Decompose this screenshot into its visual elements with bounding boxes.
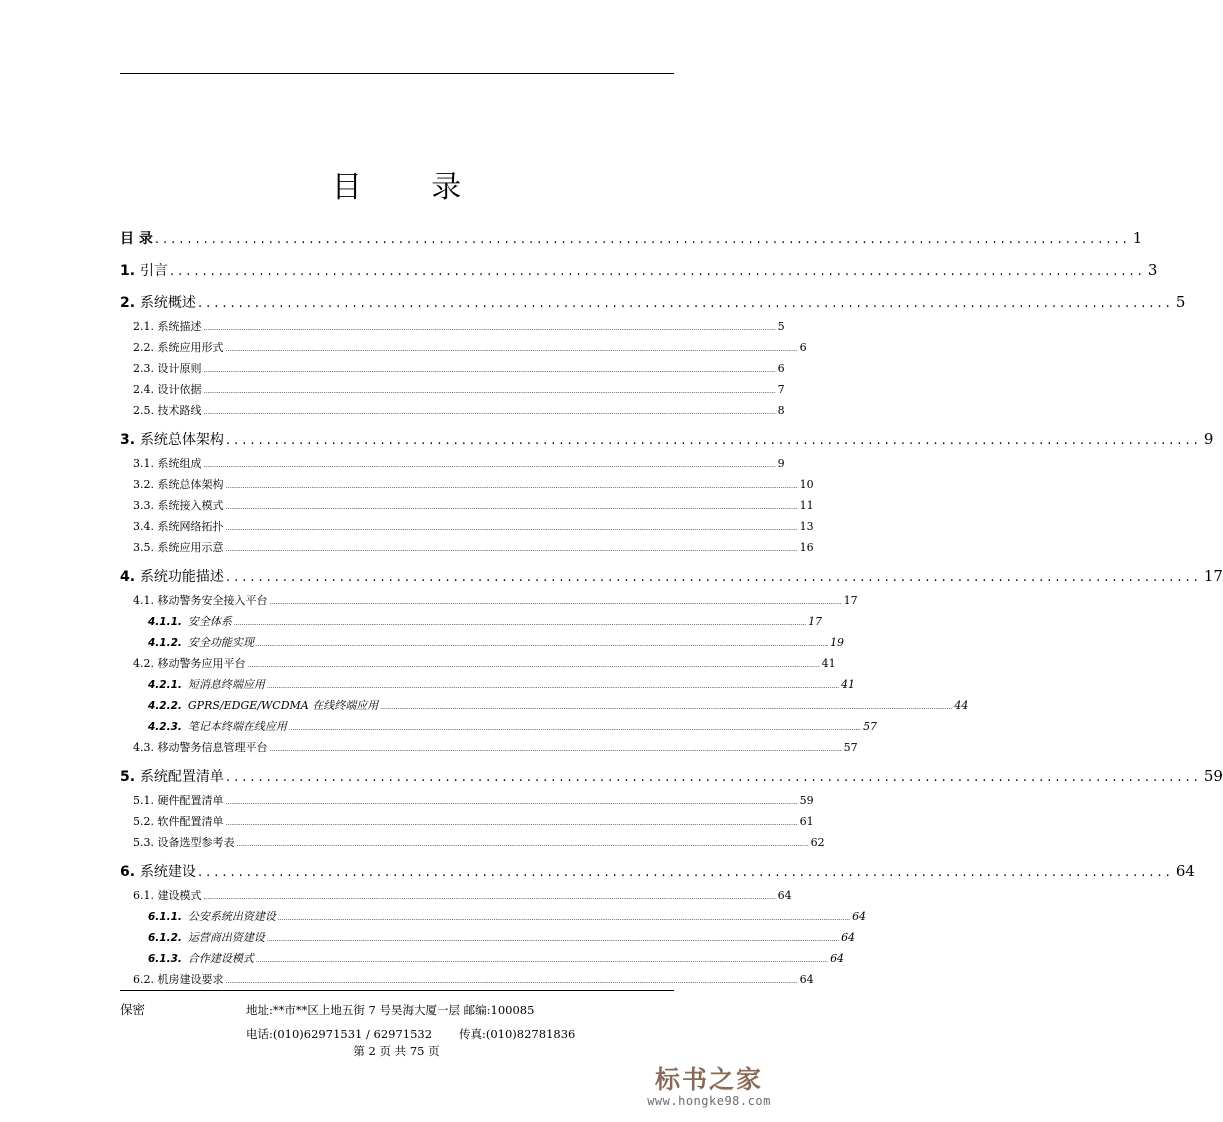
toc-entry-label	[148, 632, 254, 654]
toc-entry[interactable]	[120, 737, 858, 758]
toc-leader-dots: ............................................................................................................................................................................................................................................................................................................	[225, 820, 798, 827]
toc-entry-page: 10	[799, 478, 814, 491]
toc-leader-dots: ........................................................................................................................	[225, 570, 1202, 585]
toc-entry-page: 64	[841, 931, 856, 944]
toc-entry-title: 2.2. 系统应用形式	[133, 341, 224, 354]
toc-entry-label	[133, 337, 224, 358]
toc-entry[interactable]	[120, 453, 785, 474]
toc-leader-dots: ............................................................................................................................................................................................................................................................................................................	[288, 725, 862, 732]
toc-entry[interactable]	[120, 653, 836, 674]
toc-entry-title: 系统概述	[139, 295, 196, 311]
toc-entry-label	[148, 716, 287, 738]
toc-entry-title: 3.1. 系统组成	[133, 457, 202, 470]
confidential-label: 保密	[120, 1002, 146, 1017]
toc-entry[interactable]	[120, 474, 814, 495]
toc-entry-label	[120, 858, 196, 886]
toc-entry[interactable]	[120, 379, 785, 400]
toc-entry-page: 7	[777, 383, 785, 396]
toc-entry[interactable]	[120, 224, 1143, 252]
toc-entry-page: 19	[830, 636, 845, 649]
header-rule	[120, 73, 674, 74]
toc-entry-label	[133, 590, 268, 611]
toc-entry-title: 5.1. 硬件配置清单	[133, 794, 224, 807]
toc-entry-label	[133, 379, 202, 400]
toc-entry-label	[120, 225, 153, 253]
toc-entry-label	[148, 674, 265, 696]
toc-entry-page: 3	[1147, 261, 1158, 279]
toc-entry-page: 16	[799, 541, 814, 554]
toc-entry-page: 59	[799, 794, 814, 807]
toc-entry[interactable]	[120, 316, 785, 337]
toc-leader-dots: ............................................................................................................................................................................................................................................................................................................	[225, 799, 798, 806]
toc-entry-label	[133, 832, 235, 853]
toc-entry-title: 4.3. 移动警务信息管理平台	[133, 741, 268, 754]
toc-entry[interactable]	[120, 695, 969, 716]
toc-entry-page: 9	[777, 457, 785, 470]
toc-entry-title: 系统建设	[139, 864, 196, 880]
toc-leader-dots: ............................................................................................................................................................................................................................................................................................................	[225, 978, 798, 985]
toc-entry-number: 3.	[120, 432, 136, 448]
toc-entry-label	[120, 763, 224, 791]
toc-entry-page: 64	[852, 910, 867, 923]
toc-entry-title: 2.4. 设计依据	[133, 383, 202, 396]
toc-entry-page: 62	[810, 836, 825, 849]
toc-entry-number: 2.	[120, 295, 136, 311]
toc-entry-title: 4.2. 移动警务应用平台	[133, 657, 246, 670]
toc-entry[interactable]	[120, 495, 814, 516]
toc-entry-number: 4.2.3.	[148, 721, 182, 733]
toc-leader-dots: ........................................................................................................................	[154, 232, 1131, 247]
toc-entry-page: 1	[1132, 229, 1143, 247]
toc-entry-title: 系统总体架构	[139, 432, 224, 448]
toc-leader-dots: ............................................................................................................................................................................................................................................................................................................	[255, 641, 829, 648]
toc-entry-page: 17	[808, 615, 823, 628]
toc-entry[interactable]	[120, 516, 814, 537]
footer-address: 地址:**市**区上地五街 7 号昊海大厦一层 邮编:100085	[246, 1003, 535, 1017]
toc-leader-dots: ............................................................................................................................................................................................................................................................................................................	[266, 683, 840, 690]
toc-leader-dots: ............................................................................................................................................................................................................................................................................................................	[255, 957, 829, 964]
toc-entry-label	[120, 563, 224, 591]
toc-entry-page: 11	[799, 499, 814, 512]
footer-telephone: 电话:(010)62971531 / 62971532	[246, 1027, 433, 1041]
toc-entry-label	[120, 289, 196, 317]
toc-leader-dots: ........................................................................................................................	[169, 264, 1146, 279]
toc-entry-page: 17	[843, 594, 858, 607]
toc-entry[interactable]	[120, 256, 1158, 284]
toc-entry-title: 安全体系	[187, 615, 232, 628]
toc-entry[interactable]	[120, 857, 1195, 885]
toc-entry-title: 3.3. 系统接入模式	[133, 499, 224, 512]
toc-entry-label	[133, 653, 246, 674]
toc-entry-page: 44	[954, 699, 969, 712]
toc-entry[interactable]	[120, 590, 858, 611]
toc-leader-dots: ............................................................................................................................................................................................................................................................................................................	[277, 915, 851, 922]
toc-entry-page: 64	[777, 889, 792, 902]
toc-entry[interactable]	[120, 762, 1223, 790]
toc-entry-number: 4.1.1.	[148, 616, 182, 628]
toc-leader-dots: ........................................................................................................................	[225, 770, 1202, 785]
toc-entry-title: 引言	[139, 263, 168, 279]
toc-leader-dots: ............................................................................................................................................................................................................................................................................................................	[203, 367, 776, 374]
toc-entry[interactable]	[120, 562, 1223, 590]
toc-entry-title: 系统配置清单	[139, 769, 224, 785]
toc-entry-page: 13	[799, 520, 814, 533]
toc-leader-dots: ............................................................................................................................................................................................................................................................................................................	[380, 704, 953, 711]
toc-entry-page: 8	[777, 404, 785, 417]
toc-entry-label	[120, 257, 168, 285]
toc-entry-title: 2.3. 设计原则	[133, 362, 202, 375]
watermark-url: www.hongke98.com	[647, 1094, 771, 1108]
toc-entry-label	[133, 453, 202, 474]
toc-entry-title: 短消息终端应用	[187, 678, 265, 691]
toc-entry-title: 5.2. 软件配置清单	[133, 815, 224, 828]
toc-entry-title: 公安系统出资建设	[187, 910, 276, 923]
toc-entry-title: 6.1. 建设模式	[133, 889, 202, 902]
toc-entry-number: 4.	[120, 569, 136, 585]
toc-entry[interactable]	[120, 425, 1214, 453]
toc-entry-title: 4.1. 移动警务安全接入平台	[133, 594, 268, 607]
toc-entry-title: 系统功能描述	[139, 569, 224, 585]
toc-leader-dots: ............................................................................................................................................................................................................................................................................................................	[233, 620, 807, 627]
toc-entry-page: 5	[777, 320, 785, 333]
footer-fax: 传真:(010)82781836	[459, 1027, 576, 1041]
toc-entry-number: 4.2.1.	[148, 679, 182, 691]
watermark-text: 标书之家	[654, 1065, 763, 1094]
toc-entry-title: 笔记本终端在线应用	[187, 720, 287, 733]
toc-entry-title: 2.1. 系统描述	[133, 320, 202, 333]
toc-entry-title: 合作建设模式	[187, 952, 254, 965]
toc-leader-dots: ............................................................................................................................................................................................................................................................................................................	[203, 325, 776, 332]
toc-leader-dots: ............................................................................................................................................................................................................................................................................................................	[203, 462, 776, 469]
toc-entry-page: 6	[777, 362, 785, 375]
toc-entry-number: 4.1.2.	[148, 637, 182, 649]
toc-leader-dots: ............................................................................................................................................................................................................................................................................................................	[203, 409, 776, 416]
toc-leader-dots: ............................................................................................................................................................................................................................................................................................................	[269, 746, 842, 753]
toc-entry-title: GPRS/EDGE/WCDMA 在线终端应用	[187, 699, 379, 712]
toc-leader-dots: ............................................................................................................................................................................................................................................................................................................	[225, 546, 798, 553]
toc-entry-number: 6.	[120, 864, 136, 880]
toc-leader-dots: ............................................................................................................................................................................................................................................................................................................	[225, 504, 798, 511]
toc-entry-label	[148, 906, 276, 928]
toc-entry-label	[133, 358, 202, 379]
toc-entry-label	[148, 611, 232, 633]
toc-entry-number: 6.1.1.	[148, 911, 182, 923]
toc-entry-label	[133, 400, 202, 421]
page-number: 第 2 页 共 75 页	[353, 1044, 440, 1058]
toc-entry-label	[133, 969, 224, 990]
toc-leader-dots: ............................................................................................................................................................................................................................................................................................................	[269, 599, 842, 606]
toc-entry-title: 目 录	[120, 231, 153, 247]
toc-entry-page: 41	[821, 657, 836, 670]
toc-leader-dots: ........................................................................................................................	[225, 433, 1202, 448]
toc-entry-title: 3.5. 系统应用示意	[133, 541, 224, 554]
table-of-contents	[120, 224, 1223, 990]
toc-entry-label	[133, 516, 224, 537]
toc-entry-page: 41	[841, 678, 856, 691]
toc-entry[interactable]	[120, 906, 867, 927]
toc-entry-label	[120, 426, 224, 454]
toc-entry-page: 9	[1203, 430, 1214, 448]
toc-entry-page: 57	[863, 720, 878, 733]
page-title: 目 录	[331, 170, 492, 205]
toc-entry-title: 3.4. 系统网络拓扑	[133, 520, 224, 533]
toc-entry-page: 64	[830, 952, 845, 965]
toc-entry[interactable]	[120, 969, 814, 990]
toc-entry-page: 5	[1175, 293, 1186, 311]
toc-entry-title: 2.5. 技术路线	[133, 404, 202, 417]
toc-entry-page: 6	[799, 341, 807, 354]
toc-entry-number: 4.2.2.	[148, 700, 182, 712]
toc-leader-dots: ............................................................................................................................................................................................................................................................................................................	[203, 894, 776, 901]
toc-entry-label	[148, 927, 265, 949]
toc-entry[interactable]	[120, 537, 814, 558]
toc-entry-page: 59	[1203, 767, 1223, 785]
toc-entry-label	[133, 811, 224, 832]
toc-entry-title: 3.2. 系统总体架构	[133, 478, 224, 491]
footer-rule	[120, 990, 674, 991]
toc-entry[interactable]	[120, 358, 785, 379]
toc-entry-title: 安全功能实现	[187, 636, 254, 649]
toc-leader-dots: ........................................................................................................................	[197, 865, 1174, 880]
toc-entry-page: 57	[843, 741, 858, 754]
toc-entry[interactable]	[120, 716, 878, 737]
toc-entry-label	[133, 316, 202, 337]
watermark-logo	[629, 1060, 789, 1108]
toc-leader-dots: ............................................................................................................................................................................................................................................................................................................	[225, 483, 798, 490]
toc-leader-dots: ............................................................................................................................................................................................................................................................................................................	[247, 662, 820, 669]
toc-entry-number: 6.1.2.	[148, 932, 182, 944]
toc-entry[interactable]	[120, 611, 823, 632]
toc-entry-number: 1.	[120, 263, 136, 279]
toc-entry-label	[148, 948, 254, 970]
toc-entry-label	[133, 537, 224, 558]
toc-entry-label	[133, 737, 268, 758]
toc-entry-title: 6.2. 机房建设要求	[133, 973, 224, 986]
toc-entry[interactable]	[120, 948, 845, 969]
toc-entry-label	[148, 695, 378, 717]
toc-leader-dots: ............................................................................................................................................................................................................................................................................................................	[203, 388, 776, 395]
toc-entry-page: 64	[799, 973, 814, 986]
toc-entry-label	[133, 495, 224, 516]
toc-entry-title: 运营商出资建设	[187, 931, 265, 944]
toc-entry[interactable]	[120, 400, 785, 421]
toc-entry-label	[133, 885, 202, 906]
toc-entry[interactable]	[120, 337, 807, 358]
toc-leader-dots: ............................................................................................................................................................................................................................................................................................................	[236, 841, 809, 848]
toc-entry[interactable]	[120, 790, 814, 811]
toc-entry[interactable]	[120, 832, 825, 853]
toc-leader-dots: ............................................................................................................................................................................................................................................................................................................	[225, 525, 798, 532]
toc-entry-page: 61	[799, 815, 814, 828]
toc-entry[interactable]	[120, 632, 845, 653]
toc-entry-number: 5.	[120, 769, 136, 785]
toc-leader-dots: ............................................................................................................................................................................................................................................................................................................	[225, 346, 798, 353]
toc-entry-page: 64	[1175, 862, 1195, 880]
toc-leader-dots: ........................................................................................................................	[197, 296, 1174, 311]
toc-entry[interactable]	[120, 674, 856, 695]
toc-entry-label	[133, 474, 224, 495]
toc-entry[interactable]	[120, 885, 792, 906]
toc-leader-dots: ............................................................................................................................................................................................................................................................................................................	[266, 936, 840, 943]
toc-entry-label	[133, 790, 224, 811]
toc-entry[interactable]	[120, 288, 1186, 316]
toc-entry[interactable]	[120, 927, 856, 948]
toc-entry-page: 17	[1203, 567, 1223, 585]
toc-entry[interactable]	[120, 811, 814, 832]
toc-entry-title: 5.3. 设备选型参考表	[133, 836, 235, 849]
toc-entry-number: 6.1.3.	[148, 953, 182, 965]
